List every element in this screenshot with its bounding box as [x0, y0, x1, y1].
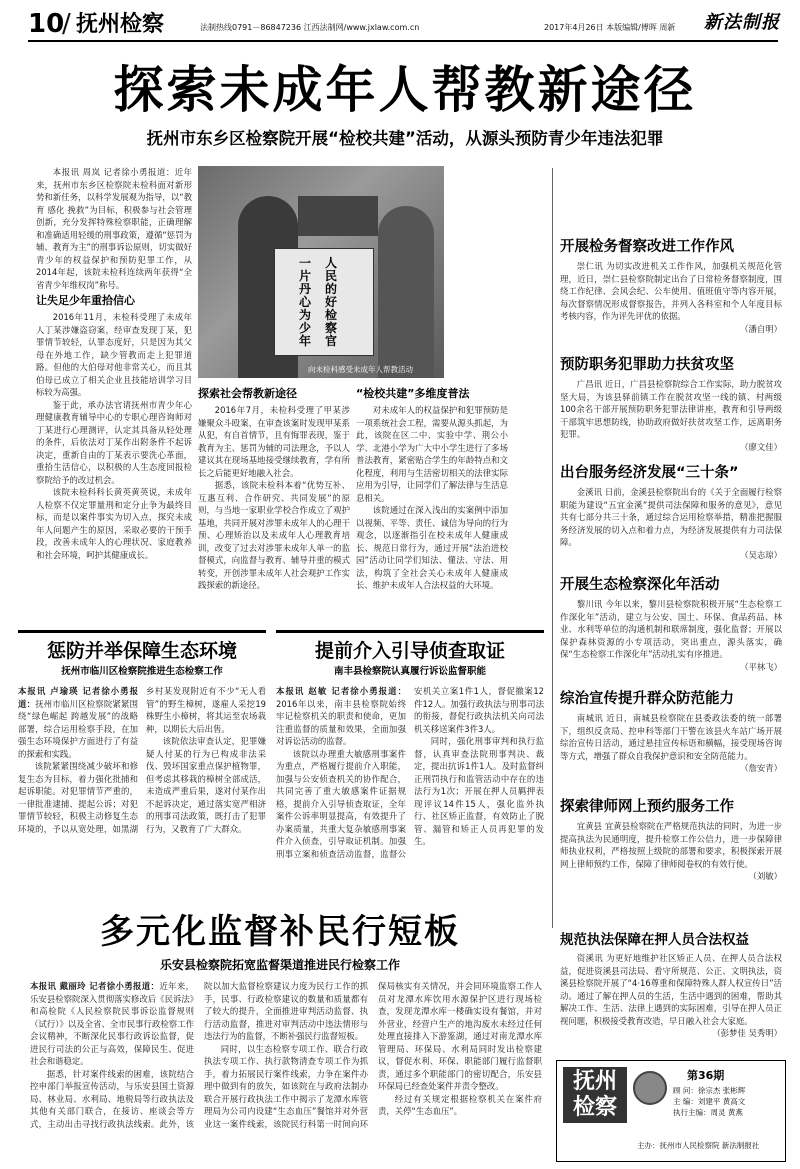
person-right	[378, 206, 434, 378]
brief-3-text	[560, 486, 782, 561]
staff-row-1	[673, 1085, 783, 1096]
bottom-title: 多元化监督补民行短板	[100, 912, 460, 952]
lead-col2-p2: 据悉，该院未检科本着“优势互补、互惠互利、合作研究、共同发展”的原则，与当地一家职业学校合作成立了观护基地，共同开展对涉罪未成年人的心理干预、心理矫治以及未成年人心理教育培训，改变了过去对涉罪未成年人单一的监督模式，向监督与教育、辅导并重的模式转变，开创涉罪未成年人社会观护工作实践探索的新途径。	[198, 480, 350, 590]
brief-7-text	[560, 952, 782, 1040]
bottom-p2: 据悉，针对案件线索的困难，该院结合控申部门举报宣传活动，与乐安县国土资源局、林业局、水利局、地税局等行政执法及其他有关部门联合，在接访、座谈会等方式，主动出击寻找行政执法线索。此外，该院以加大监督检察建议力度为民行工作的抓手，民事、行政检察建议的数量和质量都有了较大的提升，全面推进审判活动监督、执行活动监督，推进对审判活动中违法情形与违法行为的监督，不断补强民行监督短板。	[30, 981, 368, 1129]
page-number: 10	[28, 9, 65, 39]
brief-2-text	[560, 378, 782, 453]
brief-2-author: （廖文佳）	[740, 441, 782, 452]
photo-background-sign	[298, 196, 378, 236]
brief-2-title: 预防职务犯罪助力扶贫攻坚	[560, 357, 734, 373]
brief-4-text	[560, 598, 782, 673]
mid-left-subtitle: 抚州市临川区检察院推进生态检察工作	[61, 666, 223, 677]
lead-col1-p2: 鉴于此，承办法官请抚州市青少年心理健康教育辅导中心的专职心理咨询师对丁某进行心理测评，认定其具备从轻处理的条件，后依法对丁某作出附条件不起诉决定，重新自由的丁某表示要洗心革面，重拾生活信心，以积极的人生态度回报检察院给予的改过机会。	[36, 399, 192, 485]
section-title: 抚州检察	[76, 12, 165, 37]
mid-left-p2: 该院紧紧围绕减少破坏和修复生态为目标，着力强化批捕和起诉职能。对犯罪情节严重的，一律批准逮捕、提起公诉；对犯罪情节较轻，积极主动修复生态环境的，予以从宽处理，如黑湖乡村某发现附近有不少“无人看管”的野生樟树，遂雇人采挖19株野生小樟树，将其运至农场栽种，以期长大后出售。	[18, 686, 266, 834]
lead-subhead-2: 探索社会帮教新途径	[198, 387, 297, 400]
mid-left-article	[18, 630, 266, 900]
right-column-rule	[552, 168, 553, 928]
lead-subtitle: 抚州市东乡区检察院开展“检校共建”活动，从源头预防青少年违法犯罪	[146, 129, 664, 148]
brief-3-title: 出台服务经济发展“三十条”	[560, 465, 739, 481]
mid-left-byline: 本报讯 卢瑜瑛 记者徐小勇报道：	[18, 686, 138, 709]
staff-value-3: 周灵 黄燕	[710, 1108, 743, 1117]
brief-3-author: （吴志琼）	[740, 549, 782, 560]
brief-5-text	[560, 712, 782, 775]
brief-6-author: （刘敏）	[748, 871, 782, 881]
lead-col3-p2: 该院通过在深入浅出的实案例中添加以视频、平等、责任、诚信为导向的行为观念，以逐渐指引在校未成年人健康成长、规范日常行为，通过开展“法治进校园”活动让同学们知法、懂法、守法、用法，构筑了全社会关心未成年人健康成长、维护未成年人合法权益的大环境。	[356, 505, 508, 590]
mid-mid-p1: 2016年以来，南丰县检察院始终牢记检察机关的职责和使命，更加注重监督的质量和效果，全面加强对诉讼活动的监督。	[276, 698, 406, 746]
banner-pennant	[274, 248, 374, 356]
mid-left-title: 惩防并举保障生态环境	[46, 640, 237, 662]
column-masthead-name: 抚州检察	[563, 1067, 627, 1123]
brief-7-title: 规范执法保障在押人员合法权益	[560, 932, 749, 948]
lead-intro: 本报讯 周岚 记者徐小勇报道：近年来，抚州市东乡区检察院未检科面对新形势和新任务，以科学发展观为指导，以“教育 感化 挽救”为目标，积极参与社会管理创新，充分发挥特殊检察职能，正确理解和准确适用轻缓的刑事政策，遵循“惩罚为辅、教育为主”的刑事诉讼原则，切实做好青少年的权益保护和预防犯罪工作，从2014年起，该院未检科连续两年获得“全省青少年维权岗”称号。	[36, 167, 192, 290]
bottom-byline: 本报讯 戴丽玲 记者徐小勇报道：	[30, 981, 160, 991]
emblem-icon	[633, 1071, 667, 1105]
mid-mid-body	[276, 685, 544, 895]
brief-5-author: （詹安青）	[740, 763, 782, 773]
bottom-subtitle: 乐安县检察院拓宽监督渠道推进民行检察工作	[159, 958, 400, 972]
brief-1-body: 崇仁讯 为切实改进机关工作作风，加强机关规范化管理，近日，崇仁县检察院制定出台了日常检务督察制度，围绕工作纪律、会风会纪、公车使用、值班值守等内容开展，每次督察情况形成督察报告，并列入各科室和个人年度目标考核内容，作为评先评优的依据。	[560, 261, 782, 321]
lead-title: 探索未成年人帮教新途径	[113, 61, 697, 119]
lead-subhead-3: “检校共建”多维度普法	[356, 387, 470, 400]
brief-7	[560, 930, 782, 1054]
header-rule	[28, 40, 778, 42]
issue-number: 第36期	[687, 1069, 725, 1082]
mid-mid-subtitle: 南丰县检察院认真履行诉讼监督职能	[333, 666, 486, 677]
mid-mid-title: 提前介入引导侦查取证	[314, 640, 505, 662]
staff-list	[673, 1085, 783, 1118]
brief-1	[560, 236, 782, 354]
brief-3	[560, 462, 782, 574]
bottom-p3: 同时，以生态检察专项工作、联合行政执法专项工作、执行款物清查专项工作为抓手，着力拓展民行案件线索，力争在案件办理中做到有的放矢，如该院在与政府法制办联合开展行政执法工作中揭示了龙潭水库管理局为公司内设建“生态血压”餐馆并对外营业这一案件线索，该院民行科第一时间向环保局核实有关情况，并会同环境监察工作人员对龙潭水库饮用水源保护区进行现场检查，发现龙潭水库一楼确实设有餐馆，并对外营业，经营户生产的地沟废水未经过任何处理直接排入下游鉴湖，通过对南龙潭水库管理局、环保局、水利局同时发出检察建议，督促水利、环保、职能部门履行监督职责，通过多个职能部门的密切配合，乐安县环保局已经查处案件并责令整改。	[204, 981, 542, 1129]
mid-mid-article	[276, 630, 544, 900]
brief-4-author: （平林飞）	[740, 661, 782, 672]
brief-1-title: 开展检务督察改进工作作风	[560, 239, 734, 255]
lead-col3-p1: 对未成年人的权益保护和犯罪预防是一项系统社会工程，需要从源头抓起，为此，该院在区二中、实验中学、荆公小学、北港小学为广大中小学生进行了多场普法教育，紧密贴合学生的年龄特点和文化程度，利用与生活密切相关的法律实际应用为引导，让同学们了解法律与生活息息相关。	[356, 405, 508, 503]
brief-3-body: 金溪讯 日前，金溪县检察院出台的《关于全面履行检察职能为建设“五宜金溪”提供司法保障和服务的意见》，意见共有七部分共三十条，通过综合运用检察举措，精准把握服务经济发展的切入点和着力点，为经济发展提供有力司法保障。	[560, 487, 782, 547]
contact-line: 法制热线0791－86847236 江西法制网/www.jxlaw.com.cn	[200, 23, 420, 32]
masthead-footer: 主办：抚州市人民检察院 新法制报社	[637, 1141, 760, 1150]
brief-2	[560, 354, 782, 462]
bottom-p1: 近年来，乐安县检察院深入贯彻落实修改后《民诉法》和高检院《人民检察院民事诉讼监督规则（试行）》以及全省、全市民事行政检察工作会议精神，不断深化民事行政诉讼监督，促进民行司法的公正与高效，保障民生、促进社会和谐稳定。	[30, 981, 194, 1066]
lead-column-2	[198, 384, 350, 610]
brief-5-title: 综治宣传提升群众防范能力	[560, 691, 734, 707]
lead-subhead-1: 让失足少年重拾信心	[36, 294, 135, 307]
brief-7-body: 资溪讯 为更好地维护社区矫正人员、在押人员合法权益，促进资溪县司法局、看守所规范、公正、文明执法，资溪县检察院开展了“4·16尊重和保障特殊人群人权宣传日”活动。通过了解在押人员的生活，生活中遇到的困难，帮助其解决工作、生活、法律上遇到的实际困难，引导在押人员正视问题，积极接受教育改造，早日融入社会大家庭。	[560, 953, 782, 1026]
mid-left-p1: 抚州市临川区检察院紧紧围绕“绿色崛起 跨越发展”的战略部署，综合运用检察手段，在加强生态环境保护方面进行了有益的探索和实践。	[18, 698, 139, 759]
staff-row-2	[673, 1096, 783, 1107]
brief-4	[560, 574, 782, 688]
lead-photo	[198, 166, 444, 378]
mid-mid-p2: 该院以办理重大敏感刑事案件为重点，严格履行提前介入职能，加强与公安侦查机关的协作配合，共同完善了重大敏感案件证据规格，提前介入引导侦查取证，全年案件公诉率明显提高，有效提升了办案质量，共重大复杂敏感刑事案件介入侦查，引导取证机制。加强刑事立案和侦查活动监督，监督公安机关立案1件1人，督促撤案12件12人。加强行政执法与刑事司法的衔接，督促行政执法机关向司法机关移送案件3件3人。	[276, 686, 544, 859]
masthead-logo: 新法制报	[704, 12, 780, 33]
staff-value-1: 徐宗杰 张彬辉	[697, 1086, 746, 1095]
brief-7-author: （彭梦佳 吴秀明）	[712, 1028, 782, 1038]
brief-6-text	[560, 820, 782, 883]
bottom-body	[30, 980, 542, 1160]
banner-line-2: 一片丹心为少年	[299, 256, 312, 348]
bottom-p3b: 经过有关规定根据检察机关在案件府责，关停“生态血压”。	[378, 1093, 542, 1116]
page-number-slash: /	[62, 9, 71, 39]
staff-label-2: 主 编：	[673, 1097, 698, 1106]
staff-label-1: 顾 问：	[673, 1086, 698, 1095]
right-briefs	[560, 236, 782, 946]
brief-4-title: 开展生态检察深化年活动	[560, 577, 720, 593]
brief-4-body: 黎川讯 今年以来，黎川县检察院积极开展“生态检察工作深化年”活动，建立与公安、国土、环保、食品药品、林业、水利等单位的沟通机制和联席制度，强化监督；开展以保护森林资源的小专项活动，突出重点，源头落实，确保“生态检察工作深化年”活动扎实有序推进。	[560, 599, 782, 659]
mid-mid-byline: 本报讯 赵敏 记者徐小勇报道：	[276, 686, 406, 696]
lead-col1-p3: 该院未检科科长黄英黄英说，未成年人检察不仅定罪量刑和定分止争为最终目标，而是以案件事实为切入点，探究未成年人问题产生的原因，采取必要的干预手段，改善未成年人的心理状况、家庭教养和社会环境，呵护其健康成长。	[36, 487, 192, 560]
mid-left-body	[18, 685, 266, 895]
lead-column-1	[36, 166, 192, 610]
brief-1-author: （潘自明）	[740, 323, 782, 334]
brief-2-body: 广昌讯 近日，广昌县检察院综合工作实际，助力脱贫攻坚大局，为该县驿前镇工作在脱贫攻坚一线的镇、村两级100余名干部开展预防职务犯罪法律讲座，教育和引导两级干部筑牢思想防线，协助政府做好扶贫攻坚工作，远离职务犯罪。	[560, 379, 782, 439]
brief-5	[560, 688, 782, 796]
brief-1-text	[560, 260, 782, 335]
brief-6-body: 宜黄县 宜黄县检察院在严格规范执法的同时，为进一步提高执法为民通明度，提升检察工作公信力，进一步保障律师执业权利，严格按照上级院的部署和要求，积极探索开展网上律师预约工作，保障了律师阅卷权的有效行使。	[560, 821, 782, 869]
issue-date: 2017年4月26日 本版编辑/傅晖 周新	[544, 23, 676, 32]
mid-mid-p3: 同时，强化刑事审判和执行监督，认真审查法院刑事判决、裁定，提出抗诉1件1人。及时监督纠正刑罚执行和监管活动中存在的违法行为1次；开展在押人员羁押表现评议14件15人，强化监外执行、社区矫正监督，有效防止了脱管、漏管和矫正人员再犯罪的发生。	[414, 736, 544, 846]
lead-col1-p1: 2016年11月，未检科受理了未成年人丁某涉嫌盗窃案，经审查发现丁某，犯罪情节较轻，认罪态度好，只是因为其父母在外地工作，缺少管教而走上犯罪道路。但他的大伯母对他非常关心，而且其伯母已成立了相关企业且技能培训学习目标较为高强。	[36, 312, 192, 397]
column-masthead-box	[556, 1060, 786, 1162]
staff-row-3	[673, 1107, 783, 1118]
brief-6-title: 探索律师网上预约服务工作	[560, 799, 734, 815]
page-header	[28, 8, 788, 54]
staff-value-2: 刘建平 黄高文	[697, 1097, 746, 1106]
lead-column-3	[356, 384, 508, 610]
brief-5-body: 南城讯 近日，南城县检察院在县委政法委的统一部署下，组织反贪局、控申科等部门干警在该县火车站广场开展综治宣传日活动，通过悬挂宣传标语和横幅，接受现场咨询等方式，增强了群众自我保护意识和安全防范能力。	[560, 713, 782, 761]
banner-line-1: 人民的好检察官	[325, 256, 338, 348]
lead-col2-p1: 2016年7月，未检科受理了甲某涉嫌聚众斗殴案，在审查该案时发现甲某系从犯，有自首情节，且有悔罪表现，鉴于教育为主、惩罚为辅的司法理念，予以人建议其在现场基地接受继续教育，学有所长之后能更好地融入社会。	[198, 405, 350, 478]
staff-label-3: 执行主编：	[673, 1108, 711, 1117]
photo-caption: 向未检科感受未成年人帮教活动	[308, 365, 413, 374]
brief-6	[560, 796, 782, 904]
mid-left-p3: 该院依法审查认定，犯罪嫌疑人付某的行为已构成非法采伐、毁坏国家重点保护植物罪，但考虑其移栽的樟树全部成活，未造成严重后果，遂对付某作出不起诉决定，通过落实宽严相济的刑事司法政策，既打击了犯罪行为，又教育了广大群众。	[146, 736, 266, 834]
